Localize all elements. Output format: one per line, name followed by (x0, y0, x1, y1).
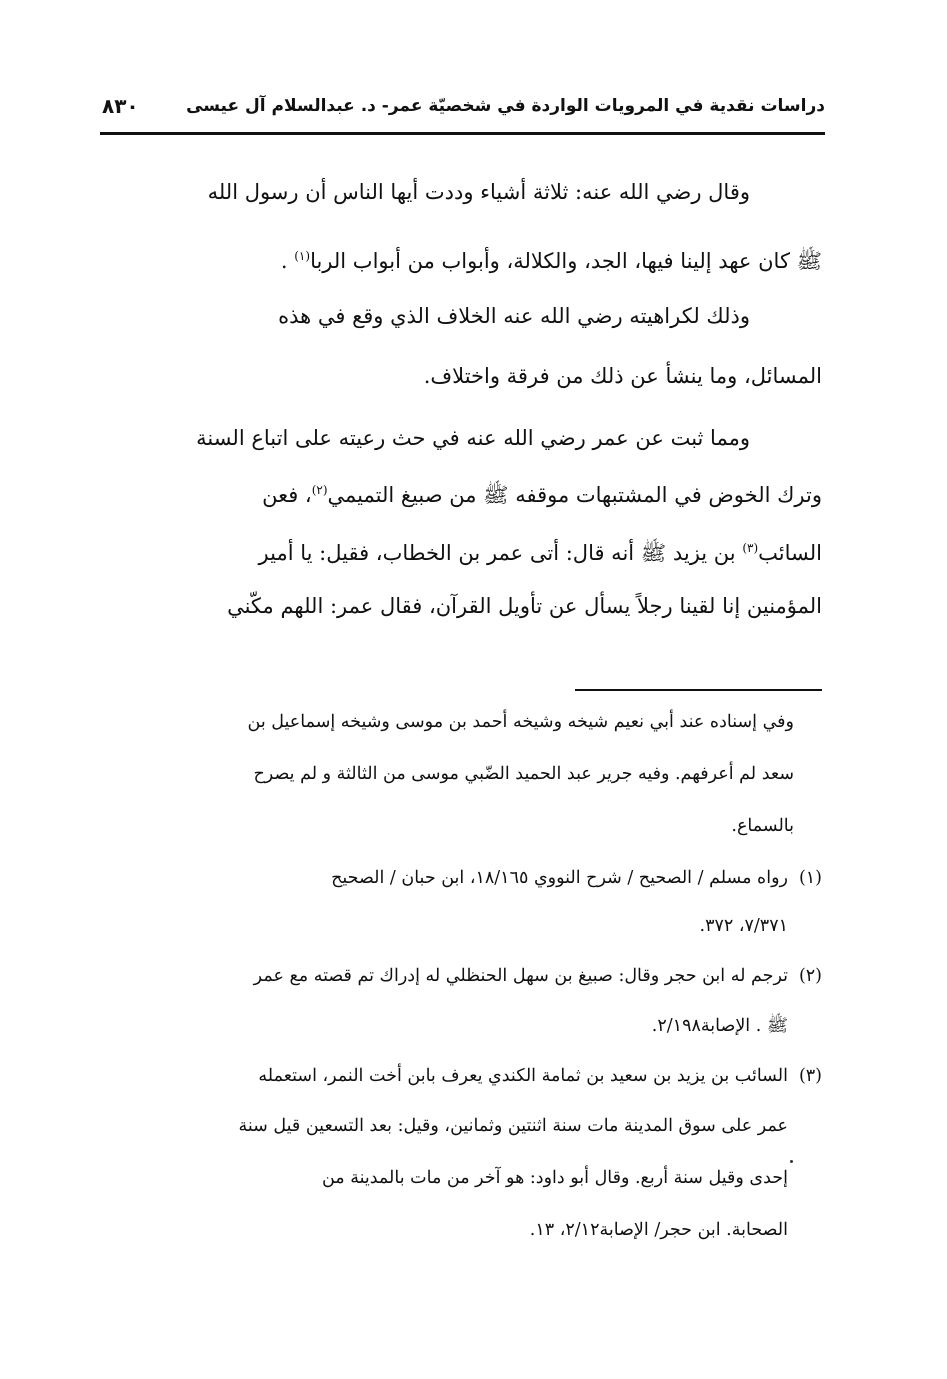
running-header (100, 92, 825, 135)
header-title: دراسات نقدية في المرويات الواردة في شخصيّة عمر- د. عبدالسلام آل عيسى (186, 96, 825, 116)
footnotes (105, 712, 822, 1312)
text-line: ومما ثبت عن عمر رضي الله عنه في حث رعيته على اتباع السنة (196, 426, 750, 450)
footnote-line: ترجم له ابن حجر وقال: صبيغ بن سهل الحنظلي له إدراك تم قصته مع عمر (253, 966, 788, 986)
text-line: المؤمنين إنا لقينا رجلاً يسأل عن تأويل القرآن، فقال عمر: اللهم مكّني (227, 594, 822, 618)
footnote-line: إحدى وقيل سنة أربع. وقال أبو داود: هو آخر من مات بالمدينة من (321, 1168, 788, 1188)
text-line-part: ﷺ كان عهد إلينا فيها، الجد، والكلالة، وأبواب من أبواب الربا (310, 249, 822, 273)
footnote-line: رواه مسلم / الصحيح / شرح النووي ١٨/١٦٥، ابن حبان / الصحيح (331, 868, 788, 888)
text-line: المسائل، وما ينشأ عن ذلك من فرقة واختلاف. (423, 364, 822, 388)
footnote-continuation-line: بالسماع. (731, 816, 794, 836)
footnote-continuation-line: وفي إسناده عند أبي نعيم شيخه وشيخه أحمد بن موسى وشيخه إسماعيل بن (247, 712, 794, 732)
text-line: وقال رضي الله عنه: ثلاثة أشياء وددت أيها الناس أن رسول الله (207, 180, 750, 204)
footnote-marker: (١) (294, 249, 311, 263)
footnote-marker: (٣) (742, 541, 759, 555)
main-text (105, 170, 822, 640)
footnote-label: (٢) (798, 966, 822, 986)
scan-speck (790, 1160, 793, 1163)
footnote-continuation-line: سعد لم أعرفهم. وفيه جرير عبد الحميد الضّبي موسى من الثالثة و لم يصرح (253, 764, 794, 784)
footnote-line: الصحابة. ابن حجر/ الإصابة٢/١٢، ١٣. (529, 1220, 788, 1240)
text-line (259, 540, 822, 571)
footnote-label: (١) (798, 868, 822, 888)
footnote-line: ٧/٣٧١، ٣٧٢. (699, 916, 788, 936)
text-line-part: بن يزيد ﷺ أنه قال: أتى عمر بن الخطاب، فقيل: يا أمير (258, 541, 736, 565)
text-line-part: . (280, 249, 288, 273)
text-line (281, 248, 822, 279)
footnote-separator (575, 689, 822, 691)
text-line: وذلك لكراهيته رضي الله عنه الخلاف الذي وقع في هذه (278, 304, 750, 328)
footnote-line: عمر على سوق المدينة مات سنة اثنتين وثمانين، وقيل: بعد التسعين قيل سنة (238, 1116, 788, 1136)
text-line (262, 482, 822, 513)
text-line-part: وترك الخوض في المشتبهات موقفه ﷺ من صبيغ التميمي (327, 483, 822, 507)
text-line-part: السائب (758, 541, 822, 565)
page-number: ٨٣٠ (102, 94, 139, 118)
footnote-line: السائب بن يزيد بن سعيد بن ثمامة الكندي يعرف بابن أخت النمر، استعمله (258, 1066, 788, 1086)
text-line-part: ، فعن (262, 483, 312, 507)
footnote-label: (٣) (798, 1066, 822, 1086)
footnote-line: ﷺ . الإصابة٢/١٩٨. (651, 1016, 788, 1036)
footnote-marker: (٢) (311, 483, 328, 497)
